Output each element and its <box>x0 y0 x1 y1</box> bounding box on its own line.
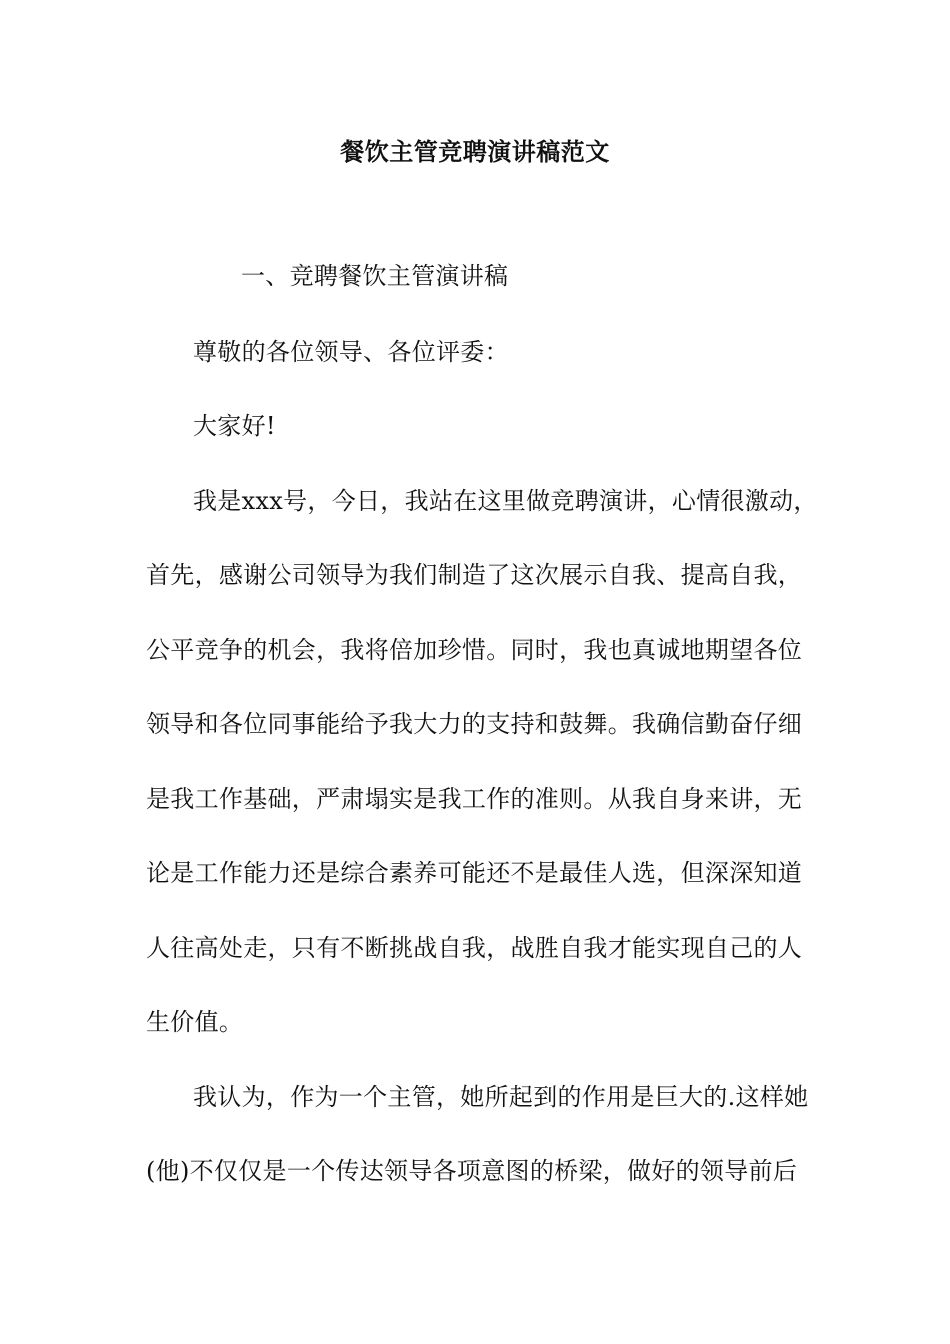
paragraph-line: 生价值。 <box>146 1008 244 1036</box>
paragraph-line: 首先，感谢公司领导为我们制造了这次展示自我、提高自我， <box>146 561 803 589</box>
paragraph-line: 公平竞争的机会，我将倍加珍惜。同时，我也真诚地期望各位 <box>146 636 803 664</box>
section-heading: 一、竞聘餐饮主管演讲稿 <box>241 262 509 290</box>
paragraph-line: 论是工作能力还是综合素养可能还不是最佳人选，但深深知道 <box>146 859 803 887</box>
paragraph-line: 我认为，作为一个主管，她所起到的作用是巨大的.这样她 <box>193 1083 809 1111</box>
salutation: 尊敬的各位领导、各位评委： <box>193 338 509 366</box>
paragraph-line: (他)不仅仅是一个传达领导各项意图的桥梁，做好的领导前后 <box>146 1157 798 1185</box>
document-title: 餐饮主管竞聘演讲稿范文 <box>340 138 610 166</box>
paragraph-line: 是我工作基础，严肃塌实是我工作的准则。从我自身来讲，无 <box>146 785 803 813</box>
greeting: 大家好! <box>193 412 276 440</box>
paragraph-line: 人往高处走，只有不断挑战自我，战胜自我才能实现自己的人 <box>146 934 803 962</box>
paragraph-line: 我是xxx号，今日，我站在这里做竞聘演讲，心情很激动， <box>193 487 818 515</box>
paragraph-line: 领导和各位同事能给予我大力的支持和鼓舞。我确信勤奋仔细 <box>146 710 803 738</box>
